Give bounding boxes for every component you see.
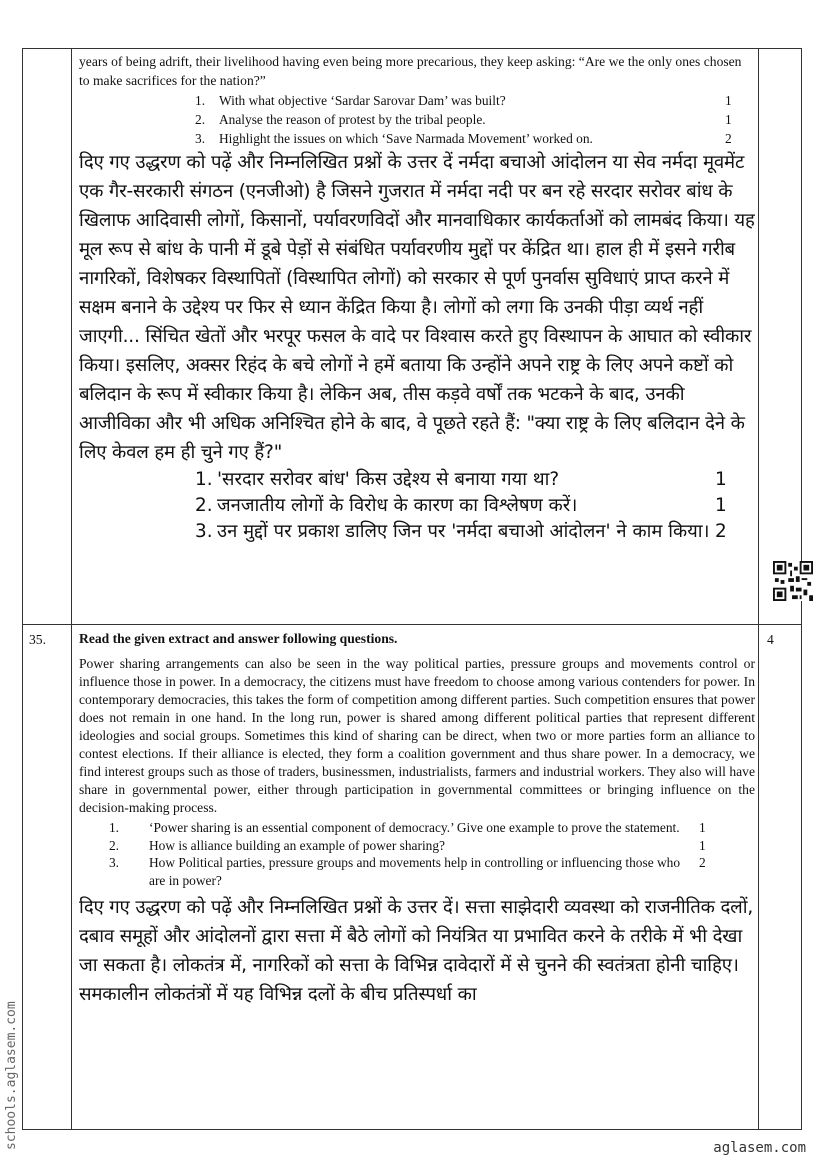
- q34-english-tail: years of being adrift, their livelihood having even being more precarious, they keep asking: “Are we the only ones chosen to make sacrifices for the nation?”: [79, 54, 742, 88]
- q35-heading: Read the given extract and answer following questions.: [79, 631, 398, 646]
- question-35-content: [79, 631, 755, 1127]
- q34-en-question-1: 1. With what objective ‘Sardar Sarovar Dam’ was built? 1: [195, 93, 732, 108]
- q34-hi-question-3: 3. उन मुद्दों पर प्रकाश डालिए जिन पर 'नर्मदा बचाओ आंदोलन' ने काम किया। 2: [195, 521, 727, 542]
- q34-hi-question-2: 2. जनजातीय लोगों के विरोध के कारण का विश्लेषण करें। 1: [195, 495, 727, 516]
- q34-hindi-questions: [79, 467, 755, 545]
- row-divider: [23, 624, 801, 625]
- column-divider: [758, 49, 759, 1129]
- question-35-number: 35.: [29, 632, 46, 647]
- q35-question-1: 1. ‘Power sharing is an essential component of democracy.’ Give one example to prove the statement. 1: [108, 820, 706, 835]
- qr-code-icon: [773, 561, 813, 601]
- q34-en-question-2: 2. Analyse the reason of protest by the tribal people. 1: [195, 112, 732, 127]
- q34-hindi-paragraph: दिए गए उद्धरण को पढ़ें और निम्नलिखित प्रश्नों के उत्तर दें नर्मदा बचाओ आंदोलन या सेव नर्मदा मूवमेंट एक गैर-सरकारी संगठन (एनजीओ) है जिसने गुजरात में नर्मदा नदी पर बन रहे सरदार सरोवर बांध के खिलाफ आदिवासी लोगों, किसानों, पर्यावरणविदों और मानवाधिकार कार्यकर्ताओं को लामबंद किया। यह मूल रूप से बांध के पानी में डूबे पेड़ों से संबंधित पर्यावरणीय मुद्दों पर केंद्रित था। हाल ही में इसने गरीब नागरिकों, विशेषकर विस्थापितों (विस्थापित लोगों) को सरकार से पूर्ण पुनर्वास सुविधाएं प्राप्त करने में सक्षम बनाने के उद्देश्य पर फिर से ध्यान केंद्रित किया है। लोगों को लगा कि उनकी पीड़ा व्यर्थ नहीं जाएगी... सिंचित खेतों और भरपूर फसल के वादे पर विश्वास करते हुए विस्थापन के आघात को स्वीकार किया। इसलिए, अक्सर रिहंद के बचे लोगों ने हमें बताया कि उन्होंने अपने राष्ट्र के लिए अपने कष्टों को बलिदान के रूप में स्वीकार किया है। लेकिन अब, तीस कड़वे वर्षों तक भटकने के बाद, उनकी आजीविका और भी अधिक अनिश्चित होने के बाद, वे पूछते रहते हैं: "क्या राष्ट्र के लिए बलिदान देने के लिए केवल हम ही चुने गए हैं?": [79, 152, 755, 463]
- footer-site-link[interactable]: aglasem.com: [713, 1140, 806, 1156]
- side-watermark: schools.aglasem.com: [4, 1001, 19, 1150]
- q35-questions: [79, 819, 755, 889]
- q34-en-question-3: 3. Highlight the issues on which ‘Save Narmada Movement’ worked on. 2: [195, 131, 732, 146]
- question-35-marks: 4: [767, 632, 774, 647]
- question-34-content: [79, 52, 755, 622]
- q35-question-3: 3. How Political parties, pressure groups and movements help in controlling or influencing those who are in power? 2: [108, 855, 706, 888]
- q34-hi-question-1: 1. 'सरदार सरोवर बांध' किस उद्देश्य से बनाया गया था? 1: [195, 469, 727, 490]
- question-table: [22, 48, 802, 1130]
- q34-english-questions: [79, 91, 755, 148]
- q35-question-2: 2. How is alliance building an example of power sharing? 1: [108, 837, 706, 853]
- q35-hindi-paragraph: दिए गए उद्धरण को पढ़ें और निम्नलिखित प्रश्नों के उत्तर दें। सत्ता साझेदारी व्यवस्था को राजनीतिक दलों, दबाव समूहों और आंदोलनों द्वारा सत्ता में बैठे लोगों को नियंत्रित या प्रभावित करने के तरीके में भी देखा जा सकता है। लोकतंत्र में, नागरिकों को सत्ता के विभिन्न दावेदारों में से चुनने की स्वतंत्रता होनी चाहिए। समकालीन लोकतंत्रों में यह विभिन्न दलों के बीच प्रतिस्पर्धा का: [79, 897, 754, 1005]
- q35-paragraph: Power sharing arrangements can also be seen in the way political parties, pressure groups and movements control or influence those in power. In a democracy, the citizens must have freedom to choose among various contenders for power. In contemporary democracies, this takes the form of competition among different parties. Such competition ensures that power does not remain in one hand. In the long run, power is shared among different political parties that represent different ideologies and social groups. Sometimes this kind of sharing can be direct, when two or more parties form an alliance to contest elections. If their alliance is elected, they form a coalition government and thus share power. In a democracy, we find interest groups such as those of traders, businessmen, industrialists, farmers and industrial workers. They also will have share in governmental power, either through participation in governmental committees or bringing influence on the decision-making process.: [79, 656, 755, 815]
- column-divider: [71, 49, 72, 1129]
